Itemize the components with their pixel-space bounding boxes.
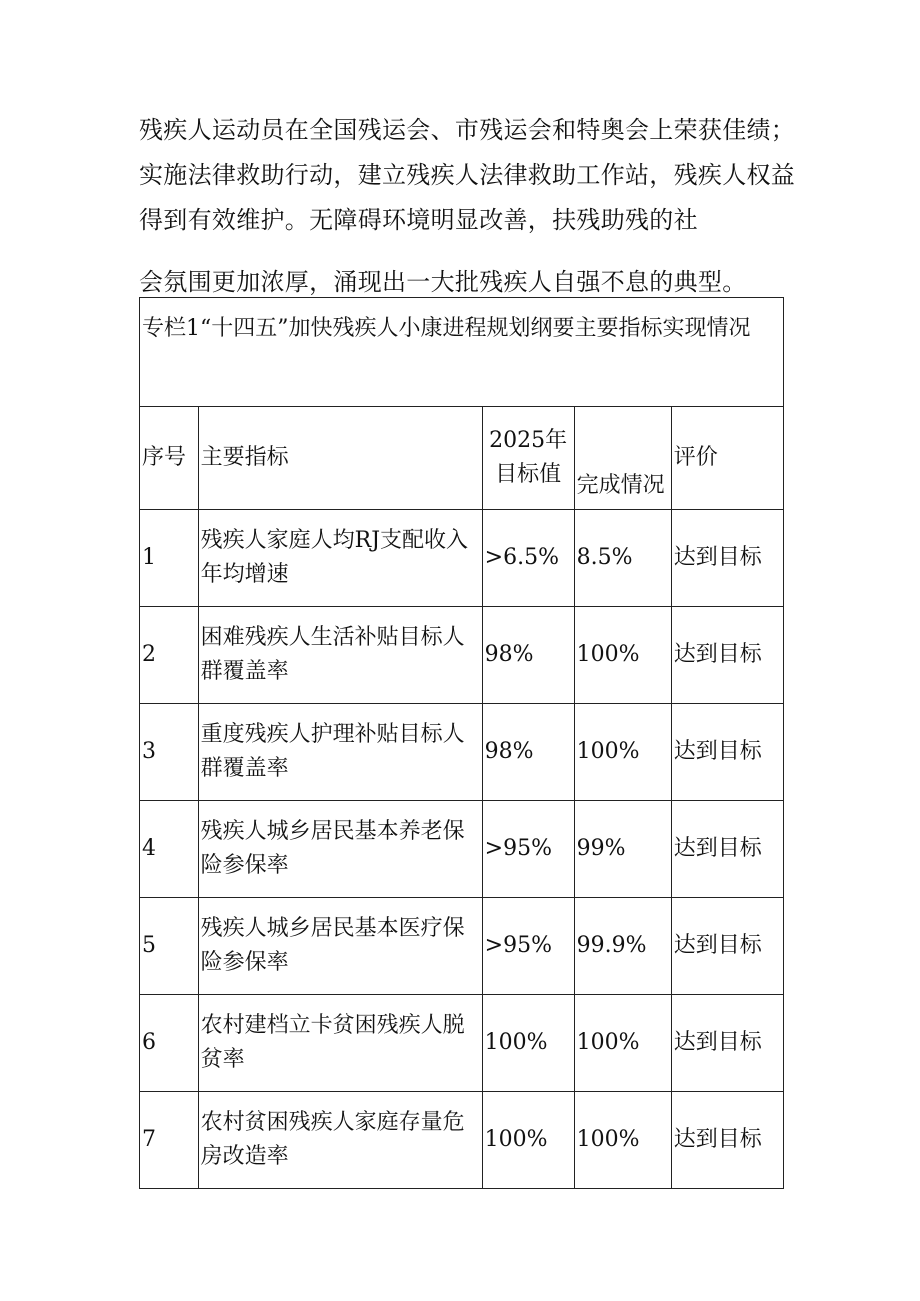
header-evaluation: 评价: [671, 407, 783, 510]
cell-indicator: 农村建档立卡贫困残疾人脱贫率: [198, 995, 482, 1092]
table-row: [140, 801, 784, 898]
cell-target: >95%: [482, 801, 574, 898]
cell-indicator: 残疾人城乡居民基本医疗保险参保率: [198, 898, 482, 995]
header-indicator: 主要指标: [198, 407, 482, 510]
table-row: [140, 1092, 784, 1189]
indicator-table-container: [139, 297, 784, 1189]
cell-evaluation: 达到目标: [671, 801, 783, 898]
cell-indicator: 困难残疾人生活补贴目标人群覆盖率: [198, 607, 482, 704]
table-row: [140, 607, 784, 704]
cell-target: 100%: [482, 995, 574, 1092]
body-paragraph-2: 会氛围更加浓厚，涌现出一大批残疾人自强不息的典型。: [139, 268, 747, 296]
cell-evaluation: 达到目标: [671, 704, 783, 801]
cell-result: 100%: [574, 607, 671, 704]
cell-target: 98%: [482, 704, 574, 801]
header-target: 2025年目标值: [482, 407, 574, 510]
cell-no: 5: [140, 898, 199, 995]
cell-indicator: 残疾人家庭人均RJ支配收入年均增速: [198, 510, 482, 607]
cell-result: 8.5%: [574, 510, 671, 607]
cell-evaluation: 达到目标: [671, 898, 783, 995]
cell-result: 100%: [574, 704, 671, 801]
cell-evaluation: 达到目标: [671, 1092, 783, 1189]
cell-target: 98%: [482, 607, 574, 704]
table-header-row: [140, 407, 784, 510]
indicator-table: [139, 297, 784, 1189]
cell-target: 100%: [482, 1092, 574, 1189]
body-paragraph-1: 残疾人运动员在全国残运会、市残运会和特奥会上荣获佳绩；实施法律救助行动，建立残疾人法律救助工作站，残疾人权益得到有效维护。无障碍环境明显改善，扶残助残的社: [139, 116, 796, 234]
cell-result: 100%: [574, 1092, 671, 1189]
table-row: [140, 704, 784, 801]
table-row: [140, 510, 784, 607]
table-row: [140, 898, 784, 995]
cell-no: 4: [140, 801, 199, 898]
header-result: 完成情况: [574, 407, 671, 510]
cell-result: 99.9%: [574, 898, 671, 995]
cell-no: 2: [140, 607, 199, 704]
cell-indicator: 残疾人城乡居民基本养老保险参保率: [198, 801, 482, 898]
cell-result: 100%: [574, 995, 671, 1092]
cell-no: 1: [140, 510, 199, 607]
cell-target: >6.5%: [482, 510, 574, 607]
cell-evaluation: 达到目标: [671, 995, 783, 1092]
cell-no: 3: [140, 704, 199, 801]
table-row: [140, 995, 784, 1092]
table-caption: 专栏1“十四五”加快残疾人小康进程规划纲要主要指标实现情况: [140, 298, 784, 407]
cell-result: 99%: [574, 801, 671, 898]
cell-no: 7: [140, 1092, 199, 1189]
cell-evaluation: 达到目标: [671, 607, 783, 704]
cell-no: 6: [140, 995, 199, 1092]
cell-target: >95%: [482, 898, 574, 995]
cell-evaluation: 达到目标: [671, 510, 783, 607]
header-no: 序号: [140, 407, 199, 510]
cell-indicator: 农村贫困残疾人家庭存量危房改造率: [198, 1092, 482, 1189]
cell-indicator: 重度残疾人护理补贴目标人群覆盖率: [198, 704, 482, 801]
